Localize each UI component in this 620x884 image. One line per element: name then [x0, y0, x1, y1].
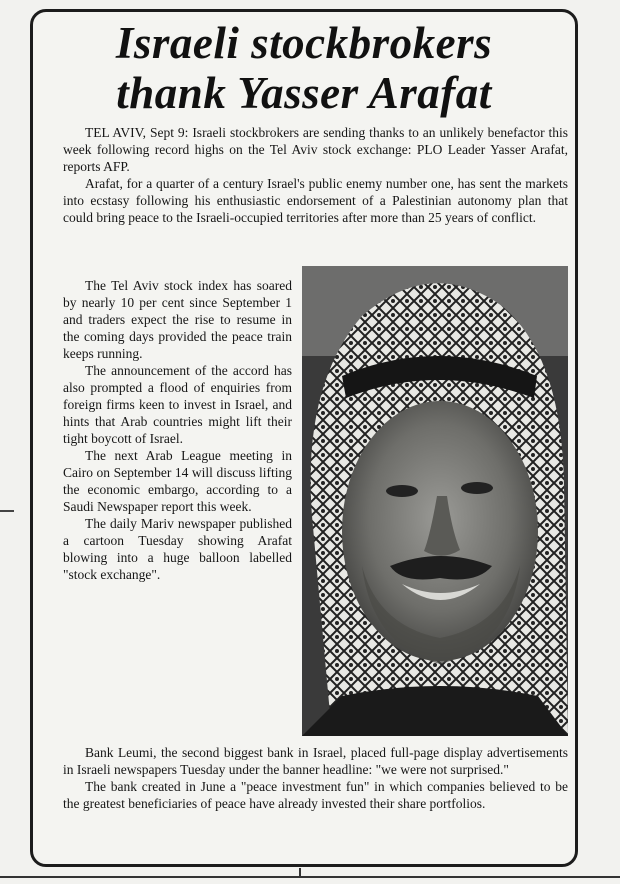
- headline-line-2: thank Yasser Arafat: [116, 68, 492, 118]
- paragraph: The daily Mariv newspaper published a cartoon Tuesday showing Arafat blowing into a huge balloon labelled "stock exchange".: [63, 516, 292, 582]
- article-conclusion: [63, 744, 568, 812]
- paragraph: TEL AVIV, Sept 9: Israeli stockbrokers are sending thanks to an unlikely benefactor this week following record highs on the Tel Aviv stock exchange: PLO Leader Yasser Arafat, reports AFP.: [63, 125, 568, 174]
- column-tick-mark: [299, 868, 301, 878]
- paragraph: Bank Leumi, the second biggest bank in Israel, placed full-page display advertisements in Israeli newspapers Tuesday under the banner headline: "we were not surprised.": [63, 745, 568, 777]
- paragraph: The bank created in June a "peace investment fun" in which companies believed to be the greatest beneficiaries of peace have already invested their share portfolios.: [63, 779, 568, 811]
- paragraph: The Tel Aviv stock index has soared by nearly 10 per cent since September 1 and traders expect the rise to resume in the coming days provided the peace train keeps running.: [63, 278, 292, 361]
- headline: [40, 18, 568, 118]
- page-bottom-rule: [0, 876, 620, 878]
- portrait-illustration: [302, 266, 568, 736]
- portrait-photo: [302, 266, 568, 736]
- edge-mark: [0, 510, 14, 512]
- paragraph: The next Arab League meeting in Cairo on September 14 will discuss lifting the economic embargo, according to a Saudi Newspaper report this week.: [63, 448, 292, 514]
- article-intro: [63, 124, 568, 226]
- article-column: [63, 277, 292, 583]
- headline-line-1: Israeli stockbrokers: [115, 18, 493, 68]
- paragraph: The announcement of the accord has also prompted a flood of enquiries from foreign firms keen to invest in Israel, and hints that Arab countries might lift their tight boycott of Israel.: [63, 363, 292, 446]
- paragraph: Arafat, for a quarter of a century Israel's public enemy number one, has sent the markets into ecstasy following his enthusiastic endorsement of a Palestinian autonomy plan that could bring peace to the Israeli-occupied territories after more than 25 years of conflict.: [63, 176, 568, 225]
